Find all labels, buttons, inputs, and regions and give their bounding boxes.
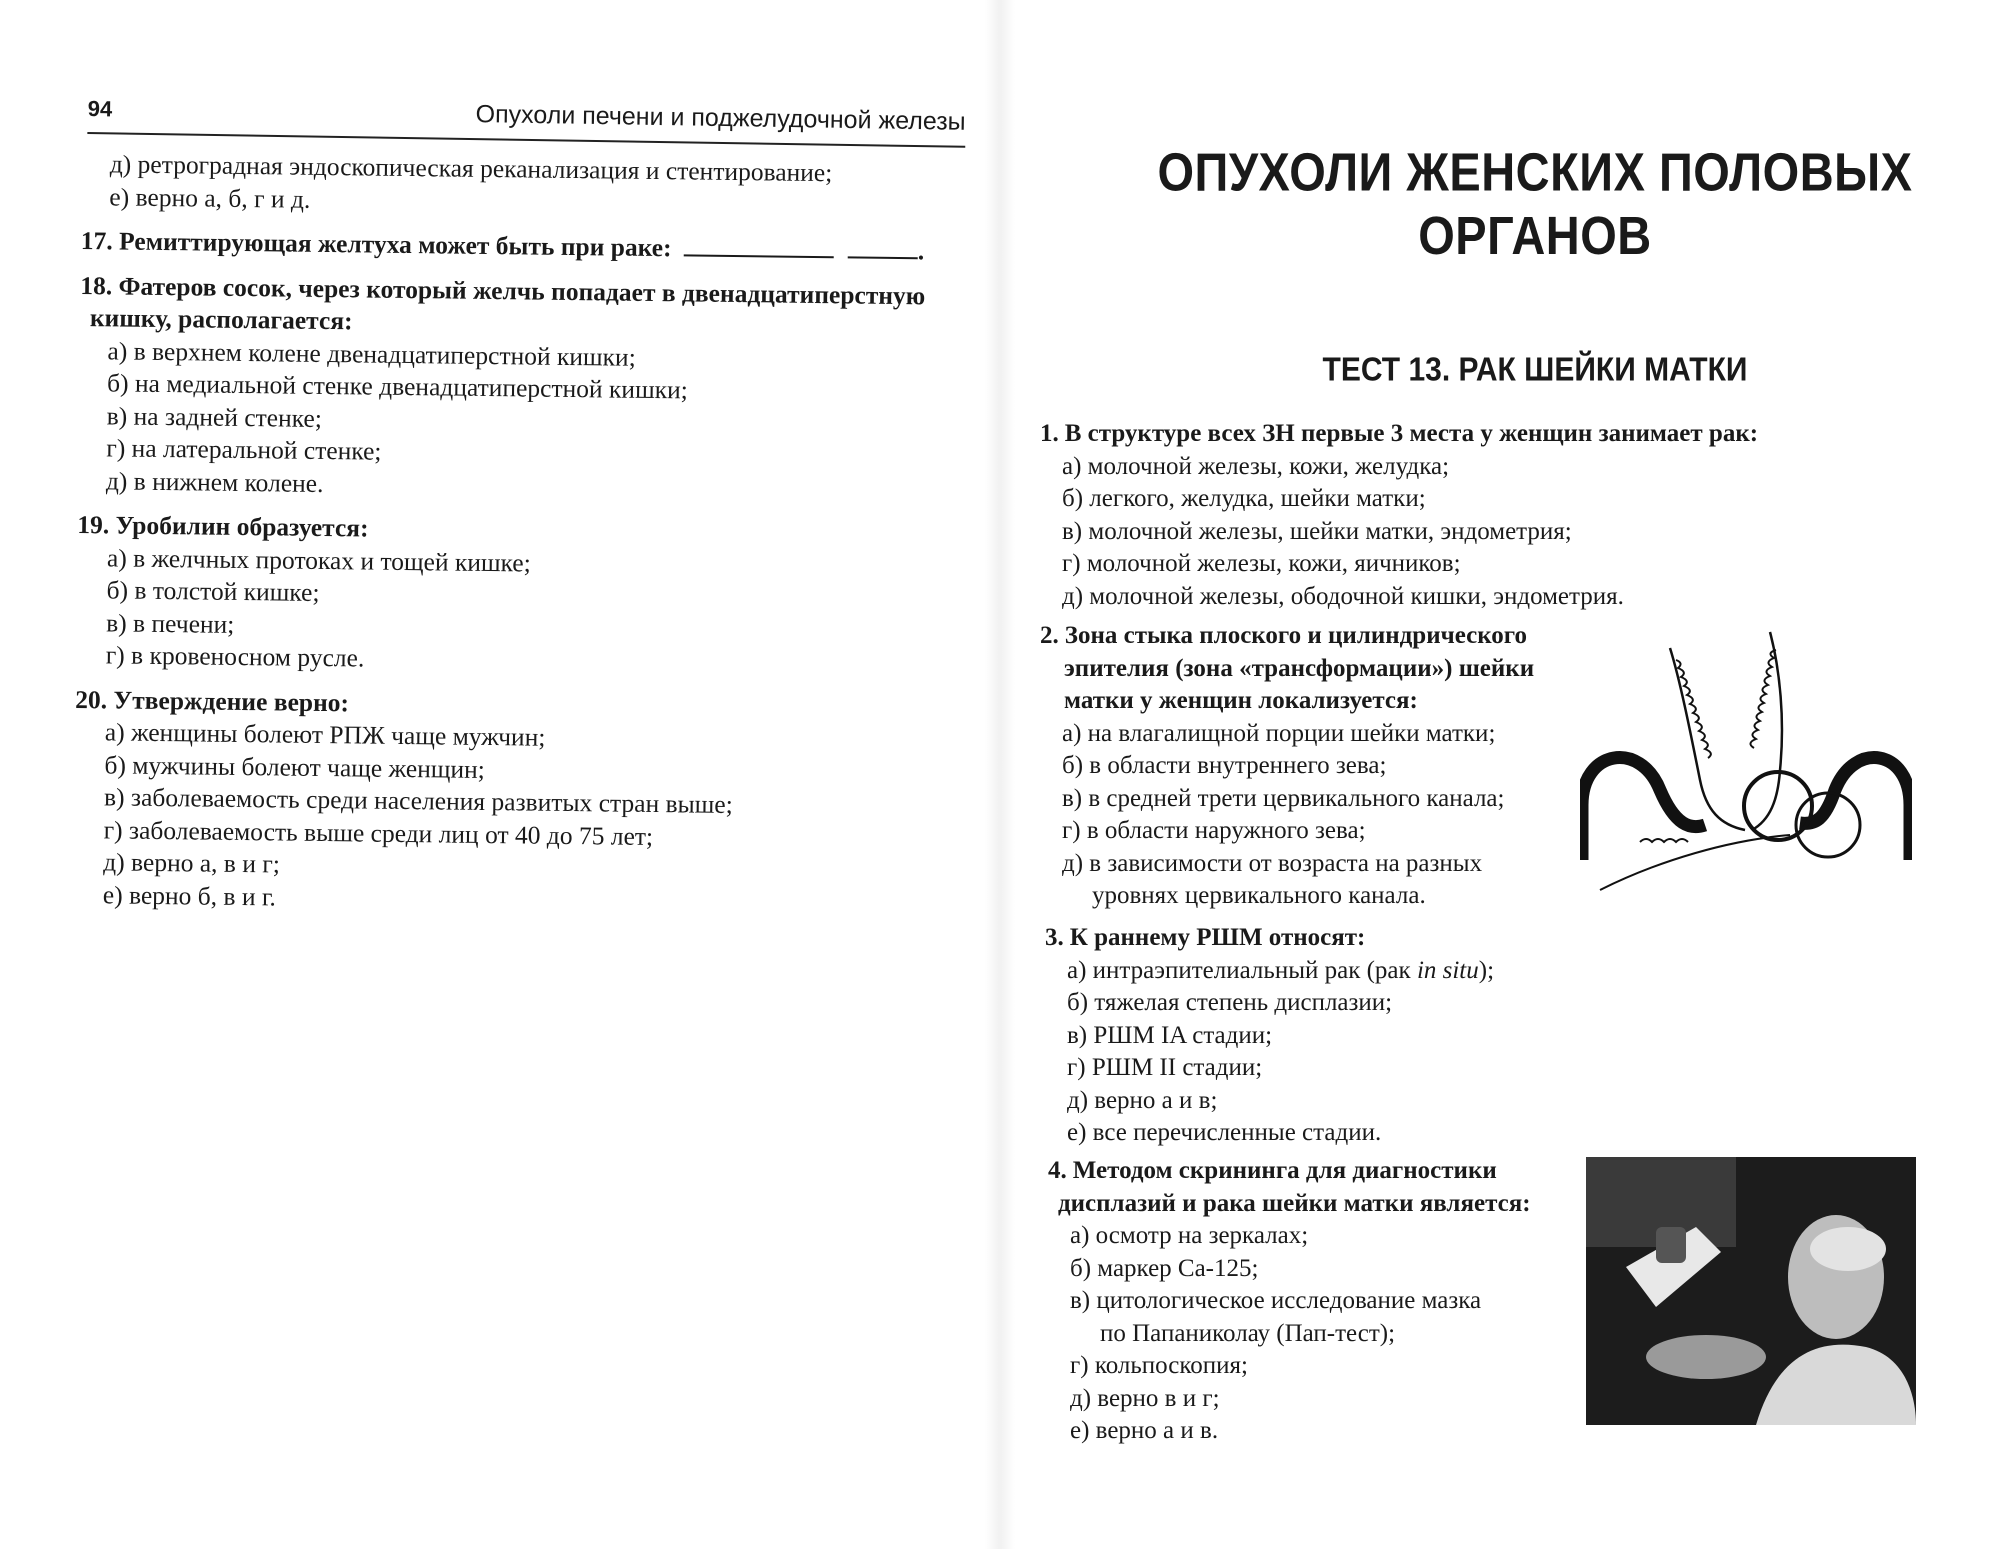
option-line: д) верно а, в и г; [103,847,281,879]
option-line: г) РШМ II стадии; [1067,1054,1263,1081]
option-line: а) в желчных протоках и тощей кишке; [106,542,532,578]
chapter-title: ОПУХОЛИ ЖЕНСКИХ ПОЛОВЫХ ОРГАНОВ [1157,141,1913,266]
option-line: а) молочной железы, кожи, желудка; [1062,452,1450,480]
question-number: 4. [1048,1157,1067,1184]
option-line: б) маркер Са-125; [1070,1254,1259,1282]
question-text: Утверждение верно: [113,684,350,717]
question-text: Фатеров сосок, через который желчь попадает в двенадцатиперстную [118,270,926,310]
option-line: е) верно а, б, г и д. [109,181,311,214]
option-line: а) на влагалищной порции шейки матки; [1062,719,1496,747]
question-number: 20. [75,684,108,714]
question-17 [81,225,961,268]
left-column [73,148,962,922]
question-18 [80,269,961,345]
option-line: д) в зависимости от возраста на разных [1062,849,1483,877]
answer-blank [848,236,918,259]
option-line: г) в кровеносном русле. [105,640,365,673]
cervix-diagram [1580,620,1912,910]
option-a-italic: in situ [1416,956,1479,984]
option-line: б) в области внутреннего зева; [1062,752,1387,779]
option-line: в) РШМ IA стадии; [1067,1021,1273,1049]
question-number: 3. [1045,924,1064,951]
option-line: б) тяжелая степень дисплазии; [1067,989,1393,1016]
option-line: д) молочной железы, ободочной кишки, эндометрия. [1062,582,1624,610]
squamous-fold [1640,839,1688,842]
question-heading [1040,620,1580,653]
answer-blank [684,234,834,258]
pointer-line [1600,835,1790,890]
option-line: в) молочной железы, шейки матки, эндометрия; [1062,517,1572,545]
question-number: 18. [80,270,113,300]
canal-left [1670,648,1745,830]
option-line: г) заболеваемость выше среди лиц от 40 до 75 лет; [103,814,654,851]
option-line: г) на латеральной стенке; [106,433,382,466]
question-number: 19. [77,509,110,540]
running-head-title: Опухоли печени и поджелудочной железы [475,100,966,136]
option-line [1067,955,1605,988]
question-text-cont: кишку, располагается: [89,303,353,336]
question-end: . [917,236,925,266]
option-line: б) в толстой кишке; [106,575,320,607]
option-line: в) заболеваемость среди населения развитых стран выше; [103,782,733,819]
cervix-diagram-lines [1582,632,1910,890]
question-text: Ремиттирующая желтуха может быть при раке: [118,226,672,263]
option-a-suffix: ); [1478,956,1495,984]
question-heading [1040,418,1960,451]
papanicolaou-photo [1586,1157,1916,1425]
question-text-cont: матки у женщин локализуется: [1064,687,1418,714]
photo-eyepiece [1656,1227,1686,1263]
option-line: е) верно а и в. [1070,1417,1219,1444]
option-line: б) мужчины болеют чаще женщин; [104,749,486,784]
option-line: б) на медиальной стенке двенадцатиперстной кишки; [106,368,688,405]
option-line: в) цитологическое исследование мазка [1070,1287,1482,1314]
question-text: В структуре всех ЗН первые 3 места у женщин занимает рак: [1064,420,1759,447]
question-heading [1045,922,1605,955]
option-line: д) верно а и в; [1067,1086,1218,1114]
option-line: д) в нижнем колене. [105,465,324,498]
photo-forehead [1810,1227,1886,1271]
option-line: в) на задней стенке; [106,400,323,433]
test-title: ТЕСТ 13. РАК ШЕЙКИ МАТКИ [1322,352,1748,389]
question-text: Уробилин образуется: [115,510,369,543]
option-line: д) ретроградная эндоскопическая реканализация и стентирование; [109,149,833,188]
option-line: в) в печени; [106,607,235,639]
question-text-cont: эпителия (зона «трансформации») шейки [1064,654,1535,682]
question-number: 1. [1040,420,1059,447]
question-1 [1040,418,1960,613]
question-2 [1040,620,1580,913]
option-line-cont: уровнях цервикального канала. [1092,882,1426,909]
option-line: а) женщины болеют РПЖ чаще мужчин; [104,717,546,752]
question-4 [1048,1155,1583,1448]
option-line: б) легкого, желудка, шейки матки; [1062,485,1426,512]
cervix-wall-left [1582,758,1705,860]
glandular-fold-right [1750,650,1776,748]
running-head [87,92,966,148]
question-text-cont: дисплазий и рака шейки матки является: [1058,1189,1531,1217]
question-text: Зона стыка плоского и цилиндрического [1064,622,1528,649]
left-page [0,0,990,1549]
photo-hand [1646,1335,1766,1379]
option-line-cont: по Папаниколау (Пап-тест); [1100,1319,1396,1347]
option-line: е) верно б, в и г. [102,879,277,911]
option-line: в) в средней трети цервикального канала; [1062,784,1505,812]
option-line: а) осмотр на зеркалах; [1070,1222,1309,1249]
option-line: е) все перечисленные стадии. [1067,1119,1382,1146]
photo-illustration [1586,1157,1916,1425]
option-a-prefix: а) интраэпителиальный рак (рак [1067,956,1417,984]
page-number: 94 [87,95,113,122]
option-line: г) в области наружного зева; [1062,817,1366,844]
question-heading [1048,1155,1583,1188]
question-number: 17. [80,225,113,256]
question-text: К раннему РШМ относят: [1069,924,1366,951]
question-number: 2. [1040,622,1059,649]
option-line: д) верно в и г; [1070,1384,1220,1412]
question-3 [1045,922,1605,1150]
option-line: а) в верхнем колене двенадцатиперстной кишки; [107,335,636,372]
question-text: Методом скрининга для диагностики [1072,1157,1497,1184]
option-line: г) кольпоскопия; [1070,1352,1248,1379]
option-line: г) молочной железы, кожи, яичников; [1062,550,1461,577]
